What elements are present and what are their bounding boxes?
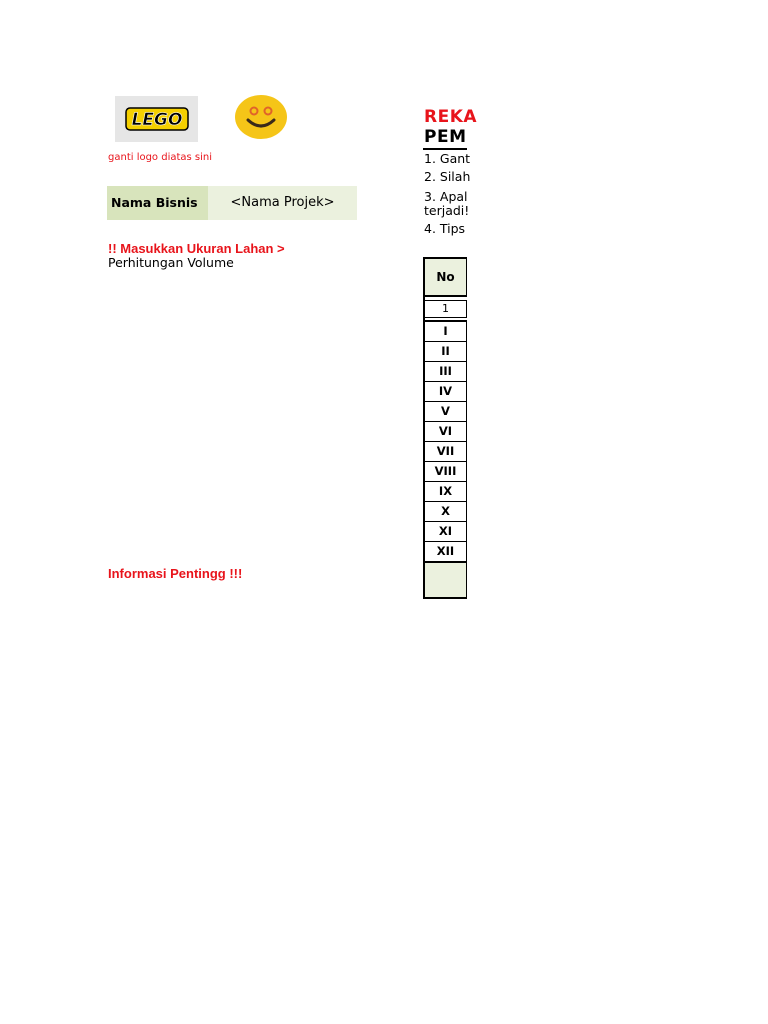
note-3: 3. Apal xyxy=(424,189,468,204)
table-rows xyxy=(425,320,467,562)
table-row: III xyxy=(425,362,467,382)
table-row: I xyxy=(425,322,467,342)
logo-hint: ganti logo diatas sini xyxy=(108,152,213,163)
lego-logo-mark xyxy=(125,107,189,131)
lego-logo-text: LEGO xyxy=(131,110,182,130)
recap-panel xyxy=(423,100,478,600)
important-info-note: Informasi Pentingg !!! xyxy=(108,566,243,581)
recap-title: REKA xyxy=(424,107,478,127)
table-row: VI xyxy=(425,422,467,442)
land-size-instruction xyxy=(108,242,363,270)
smiley-icon xyxy=(235,94,287,140)
table-row: V xyxy=(425,402,467,422)
table-header-no: No xyxy=(425,259,467,297)
business-name-label: Nama Bisnis xyxy=(107,186,208,220)
note-2: 2. Silah xyxy=(424,169,471,184)
table-row: IX xyxy=(425,482,467,502)
note-1: 1. Gant xyxy=(424,151,471,166)
table-row: IV xyxy=(425,382,467,402)
land-size-text: Perhitungan Volume xyxy=(108,255,234,270)
table-row: VII xyxy=(425,442,467,462)
business-name-value[interactable]: <Nama Projek> xyxy=(208,186,357,220)
land-size-warning: !! Masukkan Ukuran Lahan > xyxy=(108,241,285,256)
table-row: XII xyxy=(425,542,467,562)
title-divider xyxy=(423,148,467,150)
note-4: 4. Tips xyxy=(424,221,466,236)
table-row: II xyxy=(425,342,467,362)
table-row: X xyxy=(425,502,467,522)
table-row: XI xyxy=(425,522,467,542)
table-row: VIII xyxy=(425,462,467,482)
note-3-cont: terjadi! xyxy=(424,203,470,218)
table-first-number: 1 xyxy=(425,300,467,318)
lego-logo xyxy=(115,96,198,142)
recap-subtitle: PEM xyxy=(424,127,467,147)
recap-table xyxy=(423,257,467,599)
table-footer xyxy=(425,562,467,597)
